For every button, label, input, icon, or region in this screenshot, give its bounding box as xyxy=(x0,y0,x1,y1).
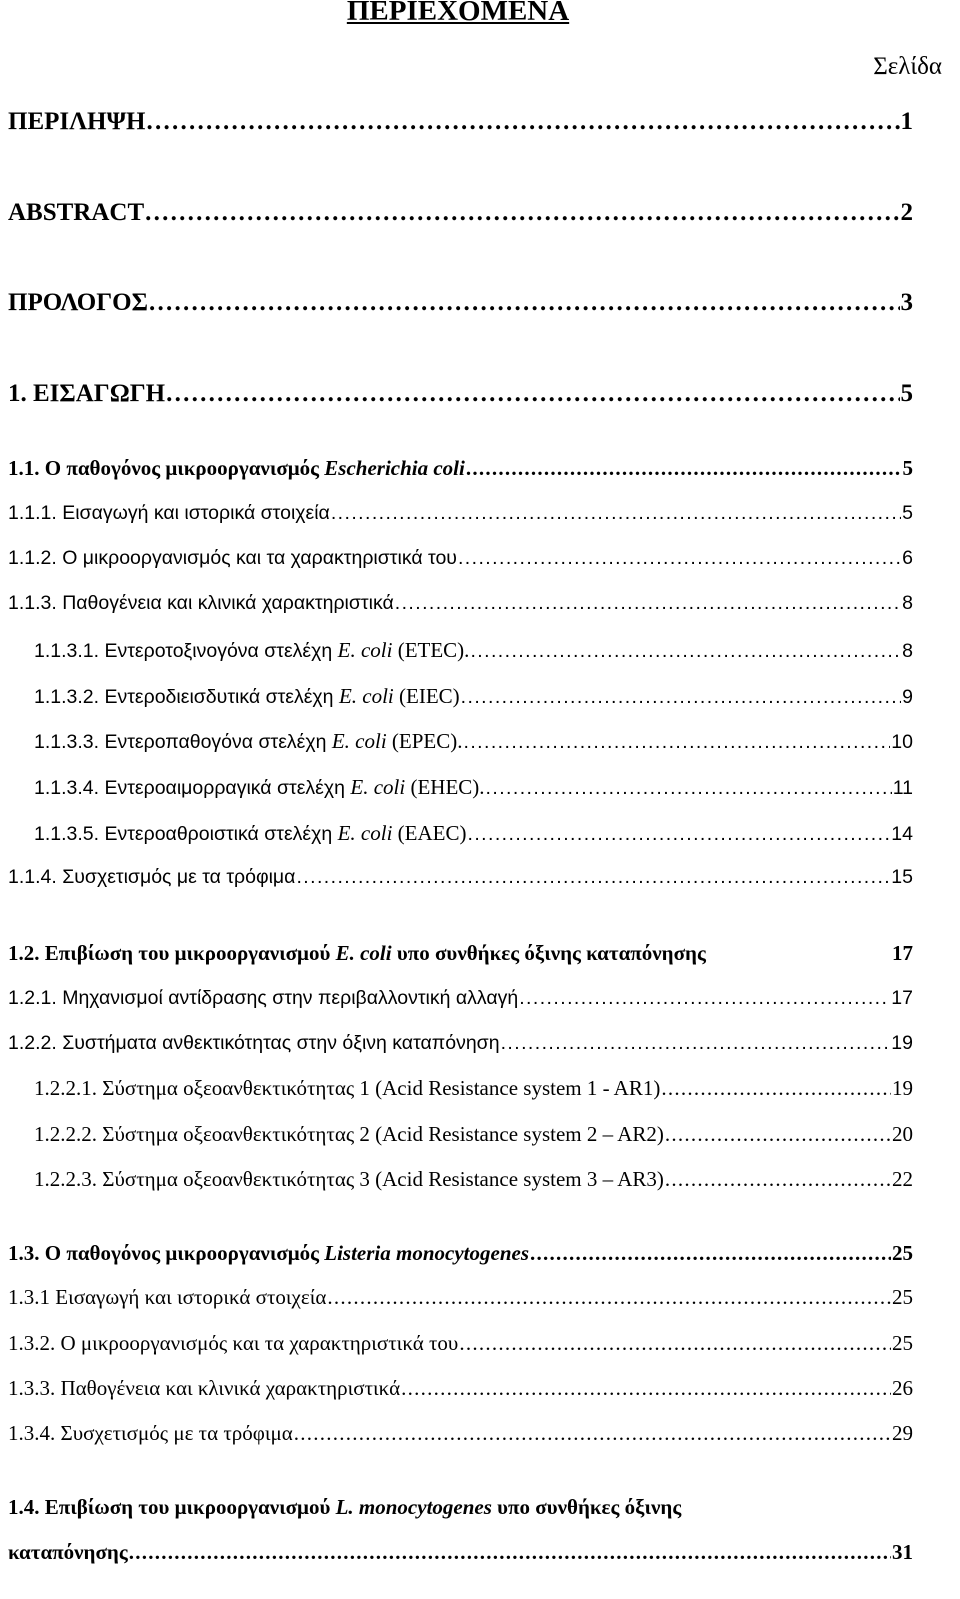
dot-leader xyxy=(146,108,899,136)
dot-leader xyxy=(296,866,890,889)
dot-leader xyxy=(401,1376,891,1401)
toc-entry-1-1-2[interactable] xyxy=(8,547,913,570)
toc-entry-1-1-3-2[interactable] xyxy=(34,684,913,709)
dot-leader xyxy=(459,1331,891,1356)
toc-entry-1-4-line1[interactable]: 1.4. Επιβίωση του μικροοργανισμού L. monocytogenes υπο συνθήκες όξινης xyxy=(8,1495,682,1519)
toc-entry-label: 1.1.4. Συσχετισμός με τα τρόφιμα xyxy=(8,866,296,888)
toc-entry-1-2-2-1[interactable] xyxy=(34,1076,913,1101)
toc-entry-label: 1.3.1 Εισαγωγή και ιστορικά στοιχεία xyxy=(8,1285,327,1309)
toc-entry-page: 25 xyxy=(892,1331,913,1355)
toc-entry-1-3[interactable] xyxy=(8,1241,913,1266)
toc-entry-label: 1.3.3. Παθογένεια και κλινικά χαρακτηριστικά xyxy=(8,1376,401,1400)
toc-entry-1-2[interactable] xyxy=(8,941,913,966)
toc-entry-label: 1.1.3.1. Εντεροτοξινογόνα στελέχη E. coli (ETEC). xyxy=(34,638,470,662)
toc-entry-label: καταπόνησης xyxy=(8,1540,128,1564)
toc-entry-1-2-1[interactable] xyxy=(8,987,913,1010)
toc-entry-1-1[interactable] xyxy=(8,456,913,481)
toc-entry-label: 1.3.2. Ο μικροοργανισμός και τα χαρακτηριστικά του xyxy=(8,1331,459,1355)
toc-entry-page: 5 xyxy=(902,456,913,480)
toc-entry-label: 1.1.3.4. Εντεροαιμορραγικά στελέχη E. coli (EHEC). xyxy=(34,775,485,799)
toc-entry-1-1-3-4[interactable] xyxy=(34,775,913,800)
toc-entry-label: 1.2.2.1. Σύστημα οξεοανθεκτικότητας 1 (Acid Resistance system 1 - AR1) xyxy=(34,1076,661,1100)
page-column-label: Σελίδα xyxy=(873,53,942,80)
toc-entry-label: 1.1.2. Ο μικροοργανισμός και τα χαρακτηριστικά του xyxy=(8,547,457,569)
toc-entry-label: 1.3. Ο παθογόνος μικροοργανισμός Listeria monocytogenes xyxy=(8,1241,529,1265)
dot-leader xyxy=(530,1241,891,1266)
toc-entry-label: ABSTRACT xyxy=(8,199,145,226)
toc-entry-label: 1.2.2.2. Σύστημα οξεοανθεκτικότητας 2 (Acid Resistance system 2 – AR2) xyxy=(34,1122,664,1146)
toc-entry-label: 1.3.4. Συσχετισμός με τα τρόφιμα xyxy=(8,1421,293,1445)
toc-entry-1-1-3-3[interactable] xyxy=(34,729,913,754)
toc-entry-page: 8 xyxy=(902,592,913,614)
toc-entry-label: 1.2.2.3. Σύστημα οξεοανθεκτικότητας 3 (Acid Resistance system 3 – AR3) xyxy=(34,1167,664,1191)
toc-entry-page: 17 xyxy=(891,987,913,1009)
dot-leader xyxy=(468,823,891,846)
toc-entry-page: 29 xyxy=(892,1421,913,1445)
dot-leader xyxy=(395,592,901,615)
dot-leader xyxy=(519,987,890,1010)
dot-leader xyxy=(331,502,901,525)
toc-entry-label: 1.2.2. Συστήματα ανθεκτικότητας στην όξινη καταπόνηση xyxy=(8,1032,500,1054)
toc-entry-page: 26 xyxy=(892,1376,913,1400)
toc-entry-summary[interactable] xyxy=(8,108,913,136)
toc-entry-1-1-4[interactable] xyxy=(8,866,913,889)
toc-entry-1-1-3-1[interactable] xyxy=(34,638,913,663)
dot-leader xyxy=(466,456,902,481)
dot-leader xyxy=(661,1076,891,1101)
toc-entry-1-2-2-2[interactable] xyxy=(34,1122,913,1147)
dot-leader xyxy=(665,1122,891,1147)
page-title: ΠΕΡΙΕΧΟΜΕΝΑ xyxy=(346,0,570,27)
toc-entry-introduction[interactable] xyxy=(8,380,913,408)
toc-entry-label: 1.1.3.5. Εντεροαθροιστικά στελέχη E. coli (EAEC) xyxy=(34,821,467,845)
toc-entry-page: 15 xyxy=(891,866,913,888)
toc-entry-page: 1 xyxy=(900,108,913,135)
toc-entry-page: 8 xyxy=(902,640,913,662)
toc-entry-page: 17 xyxy=(892,941,913,965)
toc-entry-page: 19 xyxy=(891,1032,913,1054)
toc-entry-page: 25 xyxy=(892,1241,913,1265)
toc-entry-page: 25 xyxy=(892,1285,913,1309)
dot-leader xyxy=(129,1540,891,1565)
dot-leader xyxy=(461,686,901,709)
toc-entry-1-1-3[interactable] xyxy=(8,592,913,615)
dot-leader xyxy=(145,199,899,227)
toc-entry-1-2-2[interactable] xyxy=(8,1032,913,1055)
toc-entry-label: 1.1.3. Παθογένεια και κλινικά χαρακτηριστικά xyxy=(8,592,394,614)
dot-leader xyxy=(166,380,899,408)
toc-entry-label: ΠΡΟΛΟΓΟΣ xyxy=(8,289,148,316)
toc-entry-label: 1.1.3.3. Εντεροπαθογόνα στελέχη E. coli (EPEC). xyxy=(34,729,463,753)
toc-entry-page: 9 xyxy=(902,686,913,708)
dot-leader xyxy=(501,1032,891,1055)
toc-entry-page: 5 xyxy=(902,502,913,524)
toc-entry-1-3-1[interactable] xyxy=(8,1285,913,1310)
toc-entry-1-2-2-3[interactable] xyxy=(34,1167,913,1192)
toc-entry-label: 1.1.3.2. Εντεροδιεισδυτικά στελέχη E. coli (EIEC) xyxy=(34,684,460,708)
toc-entry-page: 22 xyxy=(892,1167,913,1191)
toc-entry-page: 20 xyxy=(892,1122,913,1146)
toc-entry-label: 1.1. Ο παθογόνος μικροοργανισμός Escherichia coli xyxy=(8,456,465,480)
dot-leader xyxy=(486,777,892,800)
toc-entry-preface[interactable] xyxy=(8,289,913,317)
toc-entry-1-4-line2[interactable] xyxy=(8,1540,913,1565)
toc-entry-page: 10 xyxy=(891,731,913,753)
toc-entry-label: ΠΕΡΙΛΗΨΗ xyxy=(8,108,146,135)
toc-entry-label: 1. ΕΙΣΑΓΩΓΗ xyxy=(8,380,166,407)
toc-entry-label: 1.1.1. Εισαγωγή και ιστορικά στοιχεία xyxy=(8,502,330,524)
dot-leader xyxy=(470,640,901,663)
dot-leader xyxy=(327,1285,891,1310)
toc-entry-page: 14 xyxy=(891,823,913,845)
toc-entry-page: 11 xyxy=(892,777,913,799)
toc-entry-page: 31 xyxy=(892,1540,913,1564)
toc-entry-page: 2 xyxy=(900,199,913,226)
toc-entry-1-3-3[interactable] xyxy=(8,1376,913,1401)
toc-entry-1-3-2[interactable] xyxy=(8,1331,913,1356)
toc-entry-label: 1.2. Επιβίωση του μικροοργανισμού E. coli υπο συνθήκες όξινης καταπόνησης xyxy=(8,941,706,965)
toc-entry-1-3-4[interactable] xyxy=(8,1421,913,1446)
toc-entry-label: 1.2.1. Μηχανισμοί αντίδρασης στην περιβαλλοντική αλλαγή xyxy=(8,987,519,1009)
toc-entry-page: 5 xyxy=(900,380,913,407)
dot-leader xyxy=(458,547,901,570)
dot-leader xyxy=(464,731,891,754)
toc-entry-1-1-3-5[interactable] xyxy=(34,821,913,846)
toc-entry-page: 6 xyxy=(902,547,913,569)
toc-entry-abstract[interactable] xyxy=(8,199,913,227)
toc-entry-1-1-1[interactable] xyxy=(8,502,913,525)
dot-leader xyxy=(294,1421,891,1446)
toc-entry-page: 19 xyxy=(892,1076,913,1100)
toc-entry-page: 3 xyxy=(900,289,913,316)
dot-leader xyxy=(665,1167,891,1192)
dot-leader xyxy=(149,289,900,317)
